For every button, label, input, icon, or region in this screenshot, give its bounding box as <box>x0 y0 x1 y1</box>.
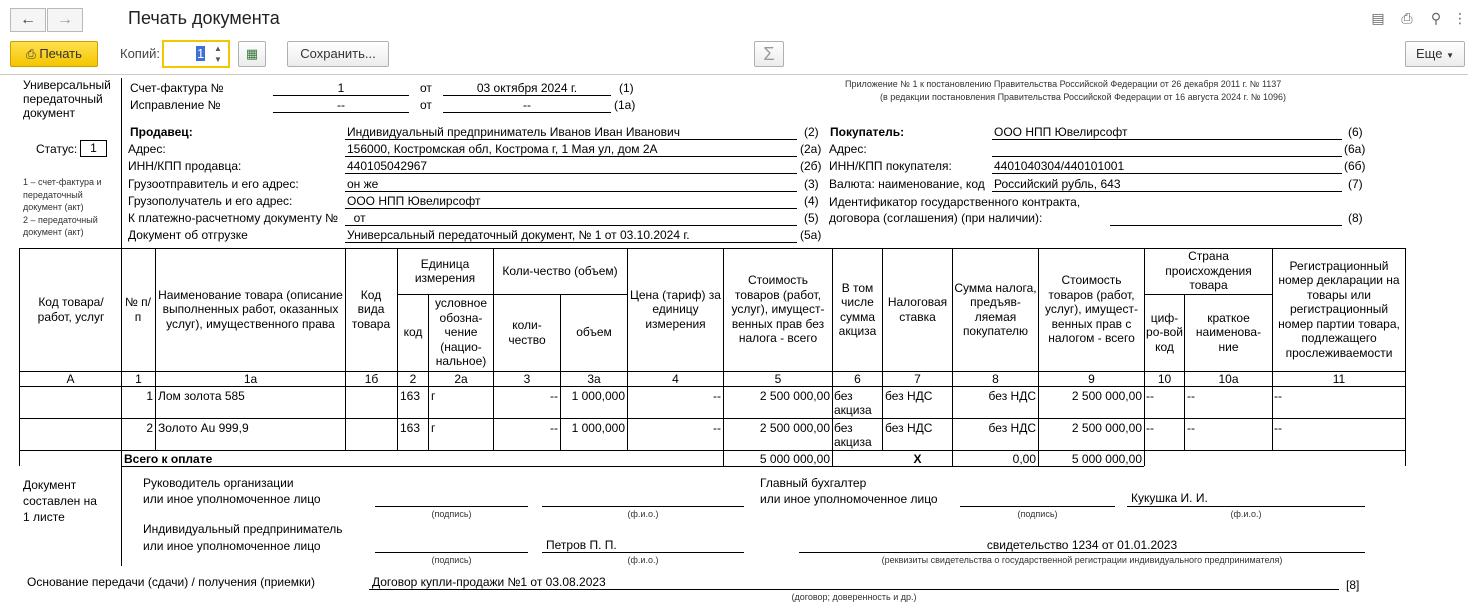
copies-input[interactable]: 1 ▲ ▼ <box>162 40 230 68</box>
ip-certificate: свидетельство 1234 от 01.01.2023 <box>986 538 1178 552</box>
forward-button[interactable] <box>47 8 83 32</box>
back-button[interactable] <box>10 8 46 32</box>
appendix-note: Приложение № 1 к постановлению Правительства Российской Федерации от 26 декабря 2011 г. № 1137 <box>845 79 1282 89</box>
chief-accountant-name: Кукушка И. И. <box>1131 491 1208 505</box>
doc-left-title: Универсальный передаточный документ <box>23 78 111 120</box>
settings-button[interactable] <box>238 41 266 67</box>
col-header-excise: В том числе сумма акциза <box>838 280 877 338</box>
ip-name: Петров П. П. <box>546 538 617 552</box>
arrow-left-icon: ← <box>20 11 36 28</box>
sum-button[interactable]: Σ <box>754 41 784 67</box>
status-label: Статус: <box>36 142 78 156</box>
col-header-price: Цена (тариф) за единицу измерения <box>630 287 721 331</box>
printer-icon[interactable]: ⎙ <box>1401 10 1413 26</box>
save-icon[interactable]: ▤ <box>1371 10 1385 26</box>
col-header-no: № п/п <box>124 295 152 324</box>
invoice-label: Счет-фактура № <box>130 81 224 95</box>
print-button[interactable]: ⎙ Печать <box>10 41 98 67</box>
window-title: Печать документа <box>128 8 280 28</box>
doc-sheets-note: Документ составлен на 1 листе <box>23 478 97 524</box>
col-header-rate: Налоговая ставка <box>887 295 948 324</box>
invoice-date: 03 октября 2024 г. <box>476 81 578 95</box>
seller-name: Индивидуальный предприниматель Иванов Иван Иванович <box>347 125 681 139</box>
col-header-tax: Сумма налога, предъяв-ляемая покупателю <box>954 280 1037 338</box>
preview-icon[interactable]: ⚲ <box>1430 10 1442 26</box>
buyer-name: ООО НПП Ювелирсофт <box>994 125 1128 139</box>
printer-icon: ⎙ <box>26 47 36 61</box>
col-header-total: Стоимость товаров (работ, услуг), имущест-венных прав с налогом - всего <box>1045 273 1138 346</box>
col-header-unit: Единица измерения <box>414 256 476 285</box>
copies-label: Копий: <box>120 46 160 61</box>
status-note: 1 – счет-фактура и передаточный документ (акт) 2 – передаточный документ (акт) <box>23 177 102 237</box>
grid-settings-icon: ▦ <box>245 46 259 61</box>
chevron-down-icon: ▼ <box>1446 51 1454 60</box>
menu-dots-icon[interactable]: ⋮ <box>1453 10 1467 26</box>
col-header-qty: Коли-чество (объем) <box>502 263 618 278</box>
stepper-icon[interactable]: ▲ ▼ <box>214 44 222 64</box>
col-header-cost: Стоимость товаров (работ, услуг), имущест-венных прав без налога - всего <box>731 273 825 346</box>
invoice-number: 1 <box>337 81 345 95</box>
arrow-right-icon: → <box>57 11 73 28</box>
transfer-basis: Договор купли-продажи №1 от 03.08.2023 <box>372 575 606 589</box>
col-header-name: Наименование товара (описание выполненных работ, оказанных услуг), имущественного права <box>158 287 343 331</box>
save-button[interactable]: Сохранить... <box>287 41 389 67</box>
more-button[interactable]: Еще ▼ <box>1405 41 1465 67</box>
col-header-kind: Код вида товара <box>351 287 391 331</box>
col-header-code: Код товара/ работ, услуг <box>37 295 105 324</box>
correction-label: Исправление № <box>130 98 221 112</box>
col-header-decl: Регистрационный номер декларации на товары или регистрационный номер партии товара, подлежащего прослеживаемости <box>1278 258 1400 360</box>
status-value: 1 <box>80 140 107 157</box>
col-header-country: Страна происхождения товара <box>1165 249 1252 293</box>
